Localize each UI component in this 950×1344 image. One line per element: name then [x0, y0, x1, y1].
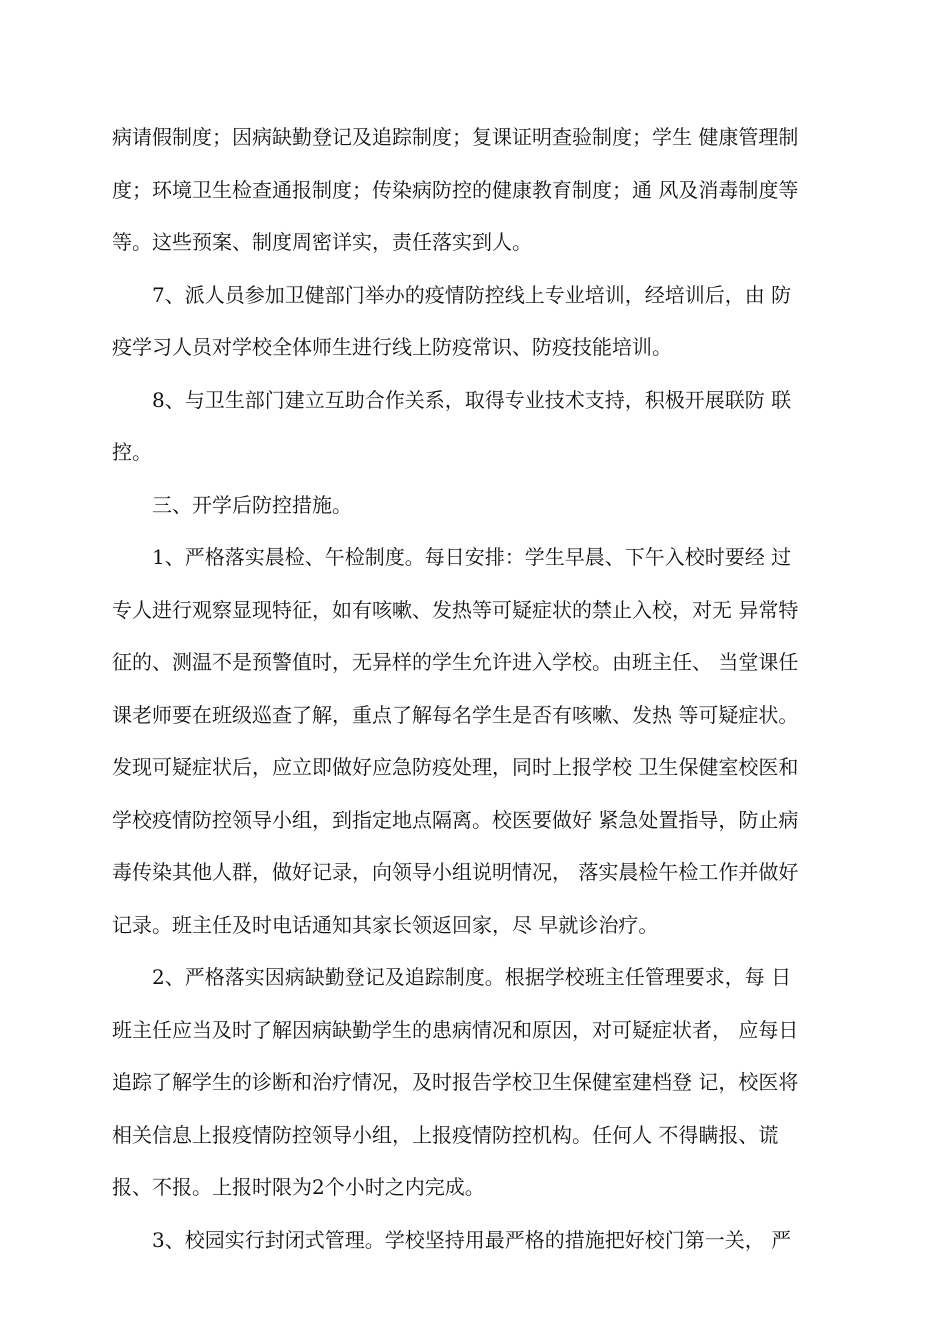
text-line-content: 追踪了解学生的诊断和治疗情况，及时报告学校卫生保健室建档登 记，校医将 — [112, 1070, 799, 1094]
document-body — [112, 111, 854, 1266]
text-line-content: 学校疫情防控领导小组，到指定地点隔离。校医要做好 紧急处置指导，防止病 — [112, 807, 799, 832]
text-line — [112, 689, 854, 742]
text-line-content: 相关信息上报疫情防控领导小组，上报疫情防控机构。任何人 不得瞒报、谎 — [112, 1122, 779, 1147]
text-line — [112, 1161, 854, 1214]
text-line — [112, 1109, 854, 1162]
text-line-content: 发现可疑症状后，应立即做好应急防疫处理，同时上报学校 卫生保健室校医和 — [112, 755, 799, 779]
text-line-content: 征的、测温不是预警值时，无异样的学生允许进入学校。由班主任、 当堂课任 — [112, 650, 799, 674]
text-line-content: 病请假制度；因病缺勤登记及追踪制度；复课证明查验制度；学生 健康管理制 — [112, 125, 799, 149]
text-line — [112, 741, 854, 794]
text-line-content: 班主任应当及时了解因病缺勤学生的患病情况和原因，对可疑症状者， 应每日 — [112, 1017, 799, 1042]
text-line-content: 度；环境卫生检查通报制度；传染病防控的健康教育制度；通 风及消毒制度等 — [112, 177, 799, 202]
text-line-content: 专人进行观察显现特征，如有咳嗽、发热等可疑症状的禁止入校，对无 异常特 — [112, 597, 799, 622]
section-heading-text: 三、开学后防控措施。 — [152, 492, 352, 517]
text-line-content: 毒传染其他人群，做好记录，向领导小组说明情况， 落实晨检午检工作并做好 — [112, 860, 799, 884]
paragraph-first-line — [112, 269, 854, 322]
text-line — [112, 216, 854, 269]
paragraph-first-line — [112, 374, 854, 427]
text-line-content: 3、校园实行封闭式管理。学校坚持用最严格的措施把好校门第一关， 严 — [152, 1227, 792, 1252]
text-line — [112, 846, 854, 899]
paragraph-first-line — [112, 1214, 854, 1267]
section-heading — [112, 479, 854, 532]
text-line-content: 等。这些预案、制度周密详实，责任落实到人。 — [112, 230, 532, 254]
paragraph-first-line — [112, 951, 854, 1004]
text-line — [112, 899, 854, 952]
text-line-content: 8、与卫生部门建立互助合作关系，取得专业技术支持，积极开展联防 联 — [152, 387, 792, 412]
text-line — [112, 164, 854, 217]
text-line — [112, 1004, 854, 1057]
text-line-content: 1、严格落实晨检、午检制度。每日安排：学生早晨、下午入校时要经 过 — [152, 545, 792, 569]
text-line-content: 记录。班主任及时电话通知其家长领返回家，尽 早就诊治疗。 — [112, 912, 659, 937]
text-line — [112, 1056, 854, 1109]
text-line-content: 疫学习人员对学校全体师生进行线上防疫常识、防疫技能培训。 — [112, 335, 672, 359]
text-line — [112, 794, 854, 847]
text-line-content: 控。 — [112, 440, 152, 464]
text-line — [112, 426, 854, 479]
text-line — [112, 321, 854, 374]
text-line-content: 课老师要在班级巡查了解，重点了解每名学生是否有咳嗽、发热 等可疑症状。 — [112, 702, 799, 727]
text-line — [112, 636, 854, 689]
text-line-content: 报、不报。上报时限为2个小时之内完成。 — [112, 1175, 485, 1199]
paragraph-first-line — [112, 531, 854, 584]
text-line-content: 7、派人员参加卫健部门举办的疫情防控线上专业培训，经培训后，由 防 — [152, 282, 792, 307]
text-line — [112, 111, 854, 164]
text-line-content: 2、严格落实因病缺勤登记及追踪制度。根据学校班主任管理要求，每 日 — [152, 965, 792, 989]
text-line — [112, 584, 854, 637]
